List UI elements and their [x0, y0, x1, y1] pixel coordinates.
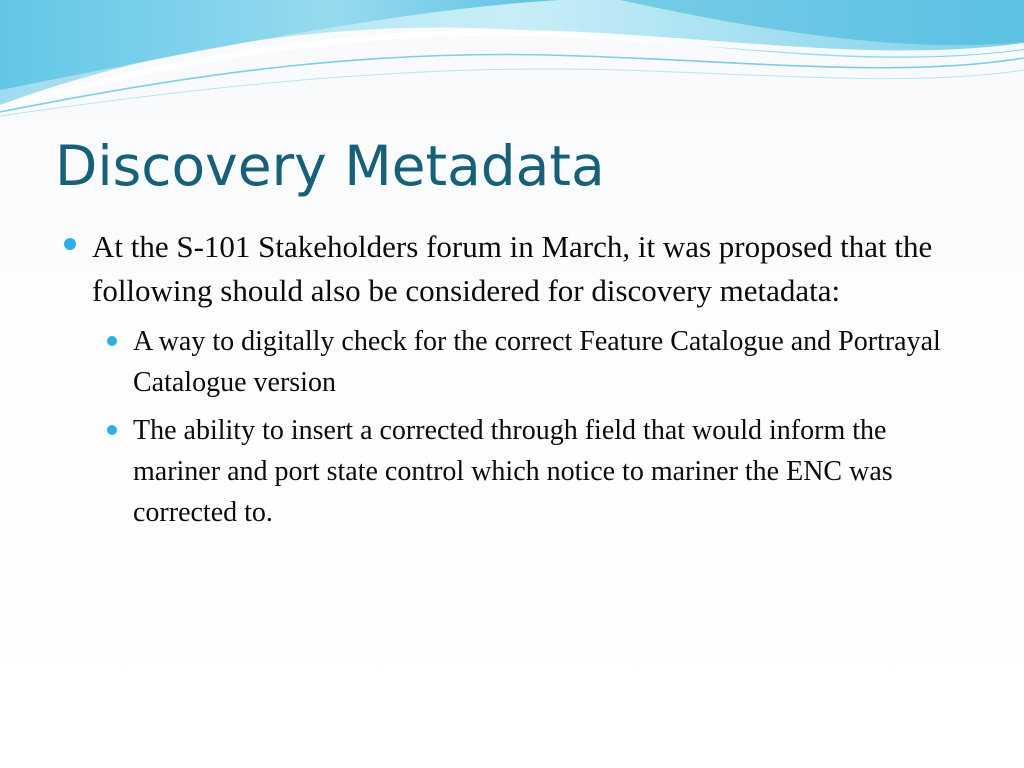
- sub-bullet-text: The ability to insert a corrected through field that would inform the mariner and port state control which notice to mariner the ENC was corrected to.: [133, 415, 893, 528]
- sub-bullet-item: [0, 410, 963, 533]
- wave-line-thin: [0, 69, 1024, 116]
- sub-bullet-item: [0, 321, 963, 403]
- sub-bullet-dot-icon: [107, 336, 117, 346]
- bullet-list: [0, 225, 962, 540]
- bullet-dot-icon: [64, 238, 76, 250]
- bullet-item: [0, 225, 962, 533]
- sub-bullet-dot-icon: [107, 425, 117, 435]
- header-wave-decoration: [0, 0, 1024, 130]
- slide-title: Discovery Metadata: [55, 134, 605, 198]
- sub-bullet-list: [92, 321, 962, 533]
- sub-bullet-text: A way to digitally check for the correct Feature Catalogue and Portrayal Catalogue version: [133, 326, 941, 398]
- wave-line: [0, 54, 1024, 112]
- bullet-text: At the S-101 Stakeholders forum in March, it was proposed that the following should also be considered for discovery metadata:: [92, 229, 933, 308]
